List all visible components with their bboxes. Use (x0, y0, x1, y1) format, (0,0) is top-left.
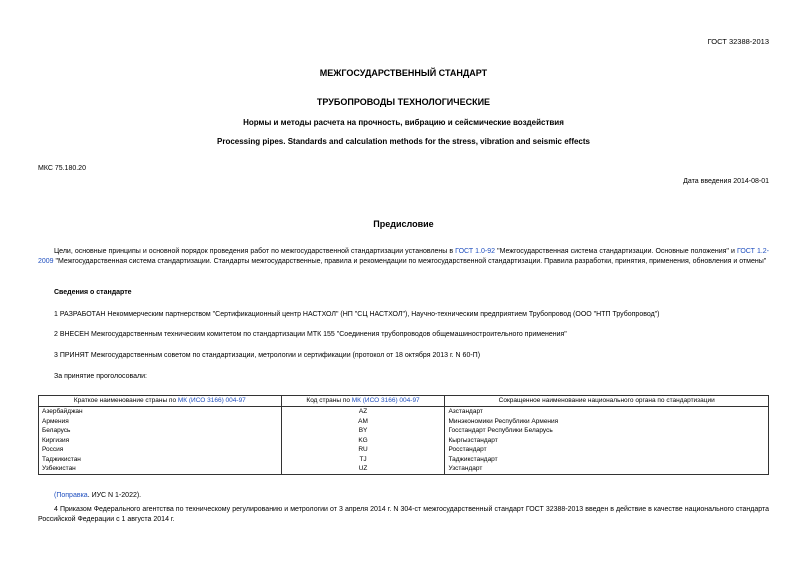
subtitle-english: Processing pipes. Standards and calculation methods for the stress, vibration and seismic effects (217, 137, 590, 146)
item-developed: 1 РАЗРАБОТАН Некоммерческим партнерством "Сертификационный центр НАСТХОЛ" (НП "СЦ НАСТХОЛ"), Научно-техническим предприятием Трубопровод (ООО "НТП Трубопровод") (54, 311, 660, 318)
paragraph-text: Цели, основные принципы и основной порядок проведения работ по межгосударственной стандартизации установлены в (54, 248, 456, 255)
body-cell: Азстандарт (445, 407, 769, 417)
paragraph-text: "Межгосударственная система стандартизации. Стандарты межгосударственные, правила и рекомендации по межгосударственной стандартизации. Правила разработки, принятия, применения, обновления и отмены" (53, 258, 767, 265)
code-cell: UZ (281, 464, 445, 474)
code-cell: RU (281, 445, 445, 455)
table-row (39, 407, 769, 417)
table-row (39, 464, 769, 474)
country-cell: Таджикистан (39, 455, 282, 465)
code-cell: AZ (281, 407, 445, 417)
amendment-note (38, 491, 769, 501)
header-text: Краткое наименование страны по (73, 397, 178, 405)
table-row (39, 426, 769, 436)
country-cell: Россия (39, 445, 282, 455)
mks-code: МКС 75.180.20 (38, 165, 86, 172)
body-cell: Таджикстандарт (445, 455, 769, 465)
country-cell: Узбекистан (39, 464, 282, 474)
introduction-date: Дата введения 2014-08-01 (683, 178, 769, 185)
table-row (39, 445, 769, 455)
table-row (39, 455, 769, 465)
countries-table (38, 395, 769, 475)
table-header-row (39, 396, 769, 407)
body-cell: Росстандарт (445, 445, 769, 455)
preface-paragraph (38, 247, 769, 267)
country-cell: Киргизия (39, 436, 282, 446)
standard-info-heading: Сведения о стандарте (54, 289, 132, 296)
preface-heading: Предисловие (373, 219, 434, 229)
code-cell: AM (281, 417, 445, 427)
table-row (39, 417, 769, 427)
code-cell: BY (281, 426, 445, 436)
body-cell: Госстандарт Республики Беларусь (445, 426, 769, 436)
header-country-name (39, 396, 282, 407)
gost-1-2-2009-link[interactable]: ГОСТ 1.2-2009 (38, 248, 770, 265)
body-cell: Узстандарт (445, 464, 769, 474)
voted-label: За принятие проголосовали: (54, 373, 147, 380)
header-text: Код страны по (306, 397, 352, 405)
country-cell: Беларусь (39, 426, 282, 436)
country-cell: Азербайджан (39, 407, 282, 417)
item-introduced: 2 ВНЕСЕН Межгосударственным техническим комитетом по стандартизации МТК 155 "Соединения трубопроводов общемашиностроительного применения" (54, 331, 567, 338)
item-order: 4 Приказом Федерального агентства по техническому регулированию и метрологии от 3 апреля 2014 г. N 304-ст межгосударственный стандарт ГОСТ 32388-2013 введен в действие в качестве национального стандарта Российской Федерации с 1 августа 2014 г. (38, 506, 769, 523)
country-cell: Армения (39, 417, 282, 427)
table-row (39, 436, 769, 446)
amend-rest: . ИУС N 1-2022). (87, 492, 142, 499)
document-code: ГОСТ 32388-2013 (707, 37, 769, 46)
item-adopted: 3 ПРИНЯТ Межгосударственным советом по стандартизации, метрологии и сертификации (протокол от 18 октября 2013 г. N 60-П) (54, 352, 481, 359)
body-cell: Минэкономики Республики Армения (445, 417, 769, 427)
code-cell: KG (281, 436, 445, 446)
amendment-link[interactable]: Поправка (56, 492, 88, 499)
standard-name-title: ТРУБОПРОВОДЫ ТЕХНОЛОГИЧЕСКИЕ (316, 97, 491, 107)
standard-type-title: МЕЖГОСУДАРСТВЕННЫЙ СТАНДАРТ (319, 68, 488, 78)
header-country-code (281, 396, 445, 407)
amend-open: ( (54, 492, 57, 499)
header-standards-body: Сокращенное наименование национального органа по стандартизации (445, 396, 769, 407)
gost-1-0-92-link[interactable]: ГОСТ 1.0-92 (455, 248, 496, 255)
subtitle-russian: Нормы и методы расчета на прочность, вибрацию и сейсмические воздействия (243, 118, 564, 127)
mk-iso-link[interactable]: МК (ИСО 3166) 004-97 (351, 397, 420, 405)
body-cell: Кыргызстандарт (445, 436, 769, 446)
paragraph-text: "Межгосударственная система стандартизации. Основные положения" и (495, 248, 737, 255)
code-cell: TJ (281, 455, 445, 465)
mk-iso-link[interactable]: МК (ИСО 3166) 004-97 (177, 397, 246, 405)
